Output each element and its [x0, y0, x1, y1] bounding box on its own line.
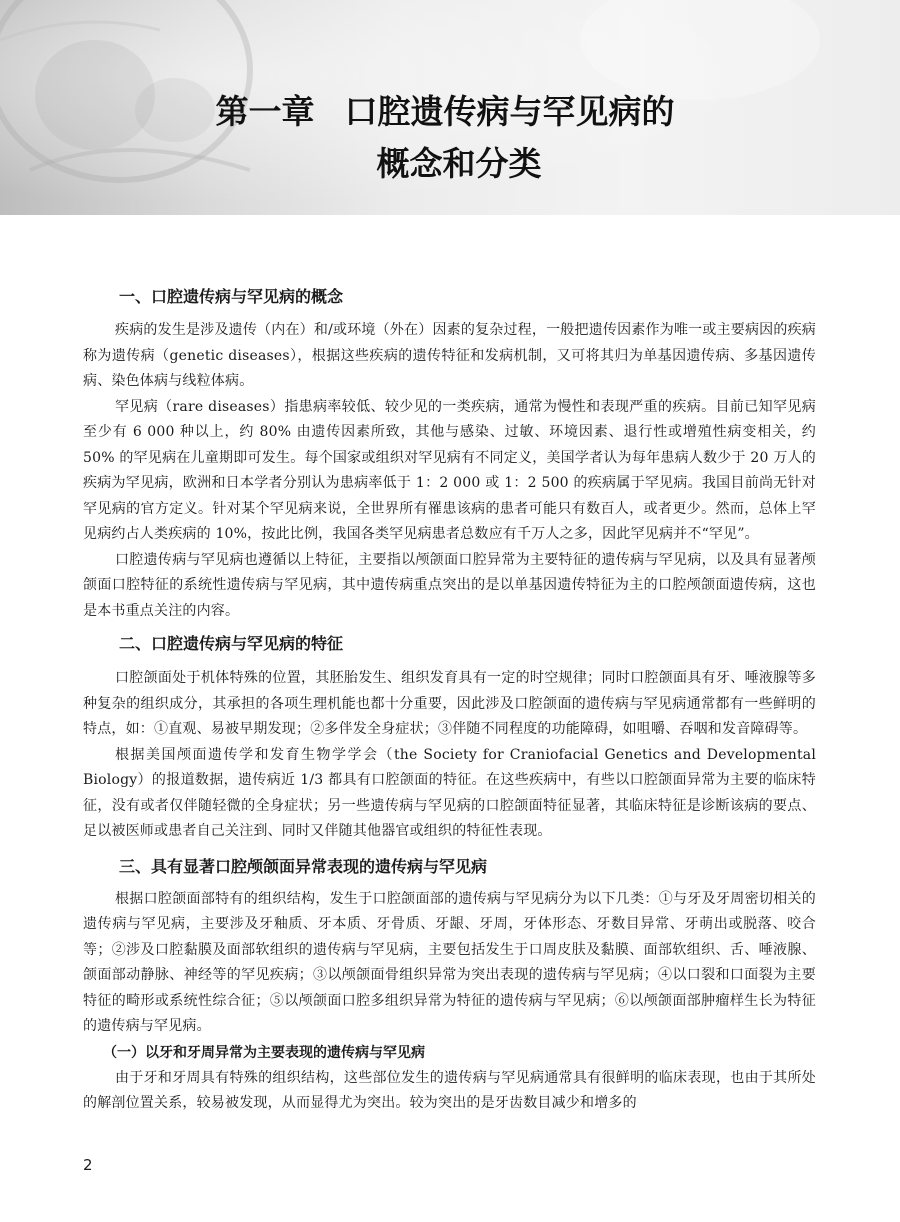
paragraph: 疾病的发生是涉及遗传（内在）和/或环境（外在）因素的复杂过程，一般把遗传因素作为唯一或主要病因的疾病称为遗传病（genetic diseases），根据这些疾病的遗传特征和发病机制，又可将其归为单基因遗传病、多基因遗传病、染色体病与线粒体病。: [83, 322, 816, 389]
page-number: 2: [83, 1156, 93, 1174]
chapter-title: [0, 88, 900, 188]
paragraph: 由于牙和牙周具有特殊的组织结构，这些部位发生的遗传病与罕见病通常具有很鲜明的临床表现，也由于其所处的解剖位置关系，较易被发现，从而显得尤为突出。较为突出的是牙齿数目减少和增多的: [83, 1069, 816, 1111]
chapter-title-main: 口腔遗传病与罕见病的: [344, 92, 675, 131]
paragraph: 根据美国颅面遗传学和发育生物学学会（the Society for Craniofacial Genetics and Developmental Biology）的报道数据，遗传病近 1/3 都具有口腔颌面的特征。在这些疾病中，有些以口腔颌面异常为主要的临床特征，没有或者仅伴随轻微的全身症状；另一些遗传病与罕见病的口腔颌面特征显著，其临床特征是诊断该病的要点、足以被医师或患者自己关注到、同时又伴随其他器官或组织的特征性表现。: [83, 746, 816, 839]
subsection-heading: （一）以牙和牙周异常为主要表现的遗传病与罕见病: [103, 1044, 425, 1061]
paragraph: 罕见病（rare diseases）指患病率较低、较少见的一类疾病，通常为慢性和表现严重的疾病。目前已知罕见病至少有 6 000 种以上，约 80% 由遗传因素所致，其他与感染、过敏、环境因素、退行性或增殖性病变相关，约 50% 的罕见病在儿童期即可发生。每个国家或组织对罕见病有不同定义，美国学者认为每年患病人数少于 20 万人的疾病为罕见病，欧洲和日本学者分别认为患病率低于 1：2 000 或 1：2 500 的疾病属于罕见病。我国目前尚无针对罕见病的官方定义。针对某个罕见病来说，全世界所有罹患该病的患者可能只有数百人，或者更少。然而，总体上罕见病约占人类疾病的 10%，按此比例，我国各类罕见病患者总数应有千万人之多，因此罕见病并不“罕见”。: [83, 398, 816, 542]
chapter-number: 第一章: [215, 92, 315, 131]
paragraph: 根据口腔颌面部特有的组织结构，发生于口腔颌面部的遗传病与罕见病分为以下几类：①与牙及牙周密切相关的遗传病与罕见病，主要涉及牙釉质、牙本质、牙骨质、牙龈、牙周，牙体形态、牙数目异常、牙萌出或脱落、咬合等；②涉及口腔黏膜及面部软组织的遗传病与罕见病，主要包括发生于口周皮肤及黏膜、面部软组织、舌、唾液腺、颌面部动静脉、神经等的罕见疾病；③以颅颌面骨组织异常为突出表现的遗传病与罕见病；④以口裂和口面裂为主要特征的畸形或系统性综合征；⑤以颅颌面口腔多组织异常为特征的遗传病与罕见病；⑥以颅颌面部肿瘤样生长为特征的遗传病与罕见病。: [83, 890, 816, 1034]
section-heading-1: 一、口腔遗传病与罕见病的概念: [119, 287, 344, 306]
chapter-content: [83, 283, 816, 1117]
chapter-title-line1: [0, 88, 900, 136]
paragraph: 口腔颌面处于机体特殊的位置，其胚胎发生、组织发育具有一定的时空规律；同时口腔颌面具有牙、唾液腺等多种复杂的组织成分，其承担的各项生理机能也都十分重要，因此涉及口腔颌面的遗传病与罕见病通常都有一些鲜明的特点，如：①直观、易被早期发现；②多伴发全身症状；③伴随不同程度的功能障碍，如咀嚼、吞咽和发音障碍等。: [83, 670, 816, 737]
chapter-title-line2: 概念和分类: [376, 144, 542, 183]
paragraph: 口腔遗传病与罕见病也遵循以上特征，主要指以颅颌面口腔异常为主要特征的遗传病与罕见病，以及具有显著颅颌面口腔特征的系统性遗传病与罕见病，其中遗传病重点突出的是以单基因遗传特征为主的口腔颅颌面遗传病，这也是本书重点关注的内容。: [83, 551, 816, 619]
section-heading-2: 二、口腔遗传病与罕见病的特征: [119, 634, 344, 653]
section-heading-3: 三、具有显著口腔颅颌面异常表现的遗传病与罕见病: [119, 856, 488, 876]
